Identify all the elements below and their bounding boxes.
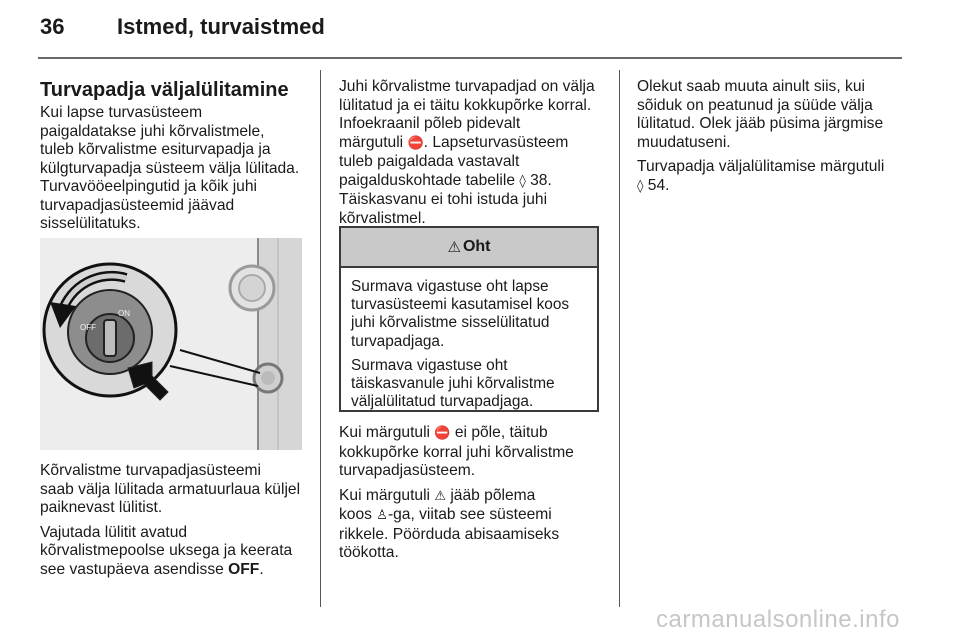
airbag-off-icon: ⛔ — [434, 426, 451, 441]
warning-header — [341, 228, 597, 268]
page-ref-arrow-icon: ◊ — [519, 173, 526, 189]
switch-off-label: OFF — [80, 323, 96, 332]
switch-description-paragraph: Kõrvalistme turvapadjasüsteemi saab välja lülitada armatuurlaua küljel paiknevast lülitist. — [40, 462, 301, 516]
column-divider-1 — [320, 70, 321, 607]
indicator-fault-paragraph: Kui märgutuli ⚠ jääb põlema koos ♙-ga, viitab see süsteemi rikkele. Pöörduda abisaamiseks töökotta. — [339, 486, 560, 561]
seatbelt-icon: ♙ — [376, 508, 388, 523]
airbag-off-icon: ⛔ — [407, 135, 424, 151]
page-ref-arrow-icon: ◊ — [637, 178, 644, 194]
header-rule — [38, 57, 902, 59]
column-1 — [40, 78, 308, 240]
column-2 — [339, 78, 607, 234]
warning-paragraph-2: Surmava vigastuse oht täiskasvanule juhi kõrvalistme väljalülitatud turvapadjaga. — [351, 356, 555, 411]
page-number: 36 — [40, 14, 65, 39]
column-2-lower — [339, 424, 607, 569]
switch-instruction-paragraph: Vajutada lülitit avatud kõrvalistmepoolse uksega ja keerata see vastupäeva asendisse OFF. — [40, 523, 293, 578]
state-change-paragraph: Olekut saab muuta ainult siis, kui sõiduk on peatunud ja süüde välja lülitatud. Olek jääb püsima järgmise muudatuseni. — [637, 78, 884, 151]
switch-figure — [40, 238, 302, 450]
column-1-lower — [40, 462, 308, 585]
warning-title: Oht — [462, 238, 491, 255]
warning-triangle-icon: ⚠ — [447, 238, 461, 256]
intro-paragraph: Kui lapse turvasüsteem paigaldatakse juhi kõrvalistmele, tuleb kõrvalistme esiturvapadja ja külgturvapadja süsteem välja lülitada. Turvavööeelpingutid ja kõik juhi turvapadjasüsteemid jäävad sisselülitatuks. — [40, 104, 300, 232]
airbag-off-paragraph: Juhi kõrvalistme turvapadjad on välja lülitatud ja ei täitu kokkupõrke korral. Infoekraanil põleb pidevalt märgutuli ⛔. Lapseturvasüsteem tuleb paigaldada vastavalt paigalduskohtade tabelile ◊ 38. Täiskasvanu ei tohi istuda juhi kõrvalistmel. — [339, 78, 595, 227]
column-divider-2 — [619, 70, 620, 607]
column-3 — [637, 78, 905, 202]
chapter-title: Istmed, turvaistmed — [117, 14, 325, 39]
warning-paragraph-1: Surmava vigastuse oht lapse turvasüsteemi kasutamisel koos juhi kõrvalistme sisselülitatud turvapadjaga. — [351, 278, 570, 350]
indicator-reference-paragraph: Turvapadja väljalülitamise märgutuli ◊ 54. — [637, 158, 885, 194]
warning-box — [339, 226, 599, 412]
switch-on-label: ON — [118, 309, 130, 318]
airbag-warning-icon: ⚠ — [434, 488, 446, 504]
off-position-label: OFF — [228, 560, 260, 578]
indicator-off-paragraph: Kui märgutuli ⛔ ei põle, täitub kokkupõrke korral juhi kõrvalistme turvapadjasüsteem. — [339, 424, 574, 479]
watermark: carmanualsonline.info — [656, 606, 900, 633]
section-heading: Turvapadja väljalülitamine — [40, 79, 289, 101]
